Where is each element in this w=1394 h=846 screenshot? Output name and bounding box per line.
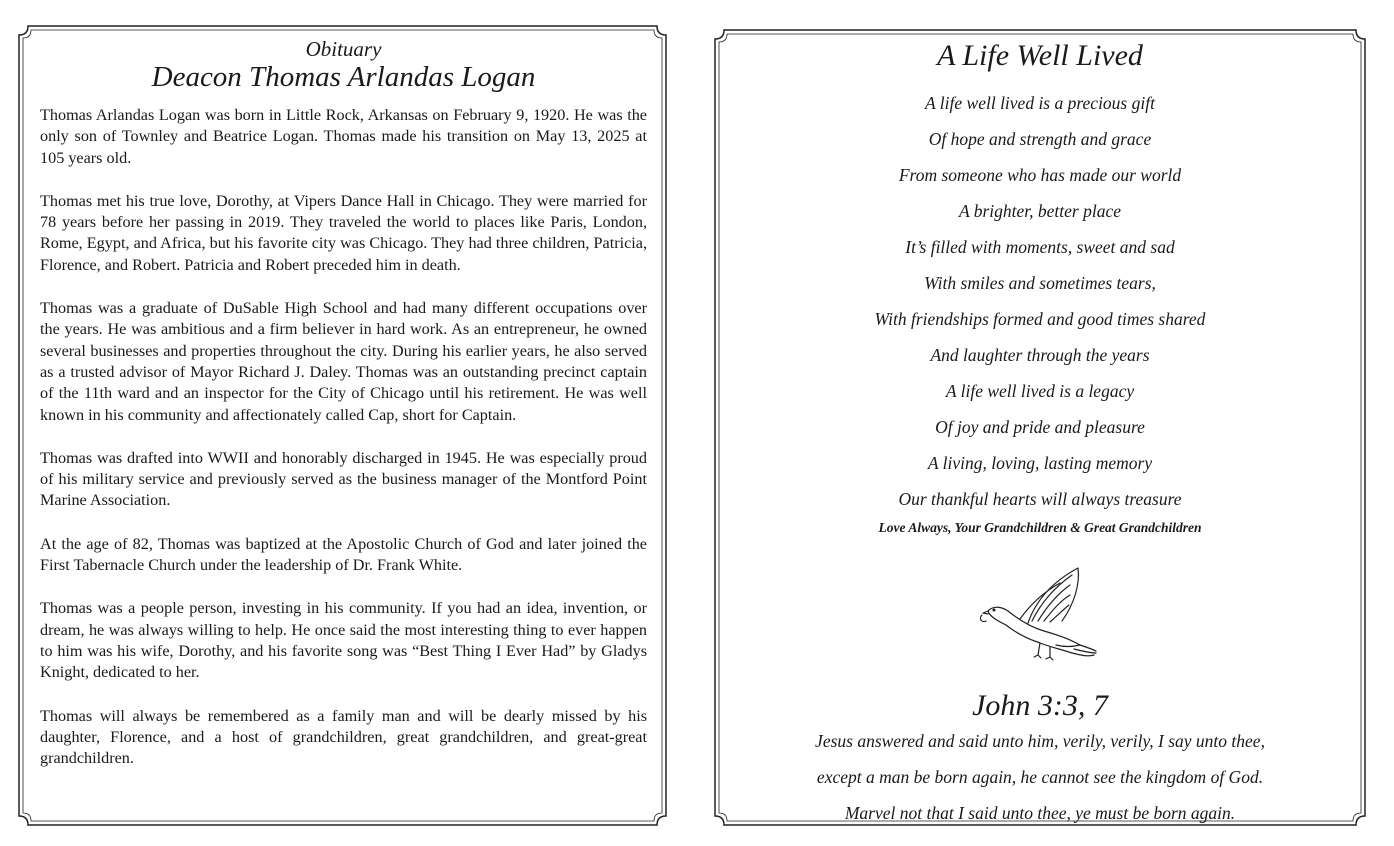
poem-line: Of joy and pride and pleasure bbox=[935, 417, 1145, 437]
paragraph-remembered: Thomas will always be remembered as a family man and will be dearly missed by his daughter, Florence, and a host of grandchildren, great grandchildren, and great-great grandchildren. bbox=[40, 706, 647, 768]
verse-reference: John 3:3, 7 bbox=[972, 689, 1108, 722]
verse-line: Marvel not that I said unto thee, ye must be born again. bbox=[844, 803, 1236, 823]
dove-icon bbox=[980, 563, 1100, 673]
poem-line: Of hope and strength and grace bbox=[928, 129, 1152, 149]
poem-line: A brighter, better place bbox=[958, 201, 1121, 221]
poem-line: A life well lived is a legacy bbox=[945, 381, 1135, 401]
verse-line: Jesus answered and said unto him, verily, verily, I say unto thee, bbox=[815, 731, 1265, 751]
poem-line: From someone who has made our world bbox=[898, 165, 1182, 185]
paragraph-marriage: Thomas met his true love, Dorothy, at Vipers Dance Hall in Chicago. They were married for 78 years before her passing in 2019. They traveled the world to places like Paris, London, Rome, Egypt, and Africa, but his favorite city was Chicago. They had three children, Patricia, Florence, and Robert. Patricia and Robert preceded him in death. bbox=[40, 191, 647, 274]
poem-line: It’s filled with moments, sweet and sad bbox=[905, 237, 1175, 257]
poem-line: And laughter through the years bbox=[930, 345, 1150, 365]
deceased-name: Deacon Thomas Arlandas Logan bbox=[151, 61, 536, 93]
paragraph-community: Thomas was a people person, investing in his community. If you had an idea, invention, or dream, he was always willing to help. He once said the most interesting thing to ever happen to him was his wife, Dorothy, and his favorite song was “Best Thing I Ever Had” by Gladys Knight, dedicated to her. bbox=[40, 599, 647, 682]
paragraph-career: Thomas was a graduate of DuSable High School and had many different occupations over the years. He was ambitious and a firm believer in hard work. As an entrepreneur, he owned several businesses and properties throughout the city. During his earlier years, he also served as a trusted advisor of Mayor Richard J. Daley. Thomas was an outstanding precinct captain of the 11th ward and an inspector for the City of Chicago until his retirement. He was well known in his community and affectionately called Cap, short for Captain. bbox=[40, 299, 647, 424]
paragraph-military: Thomas was drafted into WWII and honorably discharged in 1945. He was especially proud of his military service and previously served as the business manager of the Montford Point Marine Association. bbox=[40, 448, 647, 510]
verse-line: except a man be born again, he cannot see the kingdom of God. bbox=[816, 767, 1264, 787]
poem-title: A Life Well Lived bbox=[937, 39, 1143, 72]
poem-line: A life well lived is a precious gift bbox=[925, 93, 1155, 113]
poem-line: With friendships formed and good times shared bbox=[874, 309, 1206, 329]
poem-line: Our thankful hearts will always treasure bbox=[898, 489, 1182, 509]
obituary-label: Obituary bbox=[305, 37, 382, 61]
paragraph-faith: At the age of 82, Thomas was baptized at the Apostolic Church of God and later joined the First Tabernacle Church under the leadership of Dr. Frank White. bbox=[40, 534, 647, 575]
obituary-panel bbox=[18, 25, 667, 826]
signature: Love Always, Your Grandchildren & Great Grandchildren bbox=[878, 520, 1202, 535]
poem-panel bbox=[714, 29, 1366, 826]
poem-line: A living, loving, lasting memory bbox=[927, 453, 1153, 473]
poem-line: With smiles and sometimes tears, bbox=[924, 273, 1156, 293]
paragraph-birth: Thomas Arlandas Logan was born in Little Rock, Arkansas on February 9, 1920. He was the only son of Townley and Beatrice Logan. Thomas made his transition on May 13, 2025 at 105 years old. bbox=[40, 106, 647, 167]
